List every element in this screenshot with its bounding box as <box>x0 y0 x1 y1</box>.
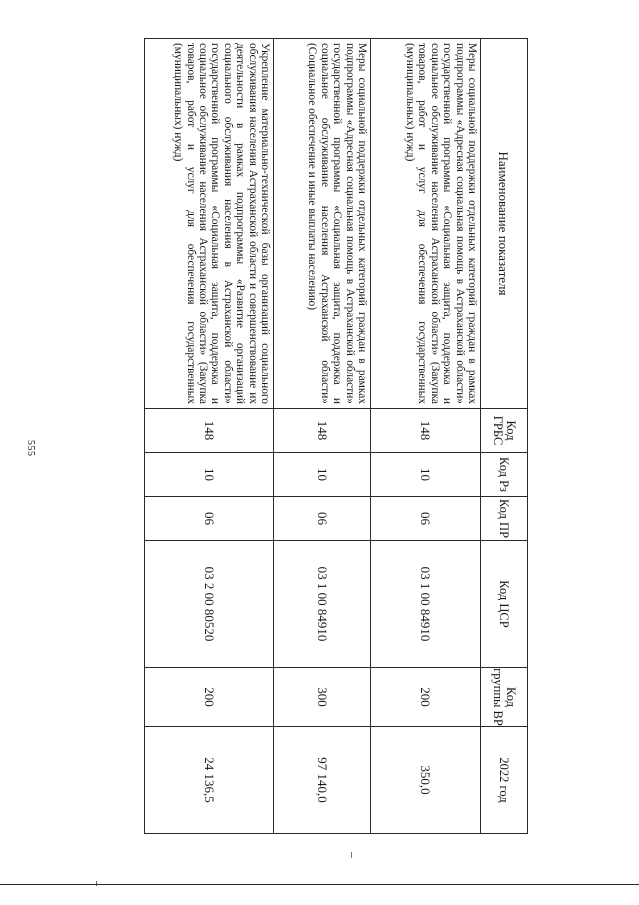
row-name: Меры социальной поддержки отдельных категорий граждан в рамках подпрограммы «Адресная социальная помощь в Астраханской области» государственной программы «Социальная защита, поддержка и социальное обслуживание населения Астраханской области» (Закупка товаров, работ и услуг для обеспечения государственных (муниципальных) нужд) <box>371 39 481 409</box>
row-vr: 200 <box>145 668 274 727</box>
table-row <box>371 39 481 834</box>
header-vr: Код группы ВР <box>481 668 528 727</box>
row-vr: 200 <box>371 668 481 727</box>
table-row <box>145 39 274 834</box>
row-value: 350,0 <box>371 727 481 834</box>
header-name: Наименование показателя <box>481 39 528 409</box>
row-csr: 03 1 00 84910 <box>274 541 371 668</box>
row-pr: 06 <box>371 497 481 541</box>
budget-table <box>144 38 528 834</box>
row-name: Укрепление материально-технической базы организаций социального обслуживания населения Астраханской области и совершенствование их деятельности в рамках подпрограммы «Развитие организаций социального обслуживания населения в Астраханской области» государственной программы «Социальная защита, поддержка и социальное обслуживание населения Астраханской области» (Закупка товаров, работ и услуг для обеспечения государственных (муниципальных) нужд) <box>145 39 274 409</box>
header-pr: Код ПР <box>481 497 528 541</box>
header-year: 2022 год <box>481 727 528 834</box>
header-grbs: Код ГРБС <box>481 409 528 453</box>
header-rz: Код Рз <box>481 453 528 497</box>
row-pr: 06 <box>274 497 371 541</box>
row-rz: 10 <box>274 453 371 497</box>
row-rz: 10 <box>145 453 274 497</box>
row-value: 24 136,5 <box>145 727 274 834</box>
row-csr: 03 2 00 80520 <box>145 541 274 668</box>
rotated-table-container <box>145 38 528 833</box>
header-csr: Код ЦСР <box>481 541 528 668</box>
table-row <box>274 39 371 834</box>
row-grbs: 148 <box>274 409 371 453</box>
bottom-rule <box>0 884 639 885</box>
row-value: 97 140,0 <box>274 727 371 834</box>
row-rz: 10 <box>371 453 481 497</box>
scan-mark <box>351 852 352 858</box>
row-pr: 06 <box>145 497 274 541</box>
row-grbs: 148 <box>371 409 481 453</box>
page-number: 555 <box>25 440 36 457</box>
row-csr: 03 1 00 84910 <box>371 541 481 668</box>
row-name: Меры социальной поддержки отдельных категорий граждан в рамках подпрограммы «Адресная социальная помощь в Астраханской области» государственной программы «Социальная защита, поддержка и социальное обслуживание населения Астраханской области» (Социальное обеспечение и иные выплаты населению) <box>274 39 371 409</box>
row-grbs: 148 <box>145 409 274 453</box>
row-vr: 300 <box>274 668 371 727</box>
table-header-row <box>481 39 528 834</box>
